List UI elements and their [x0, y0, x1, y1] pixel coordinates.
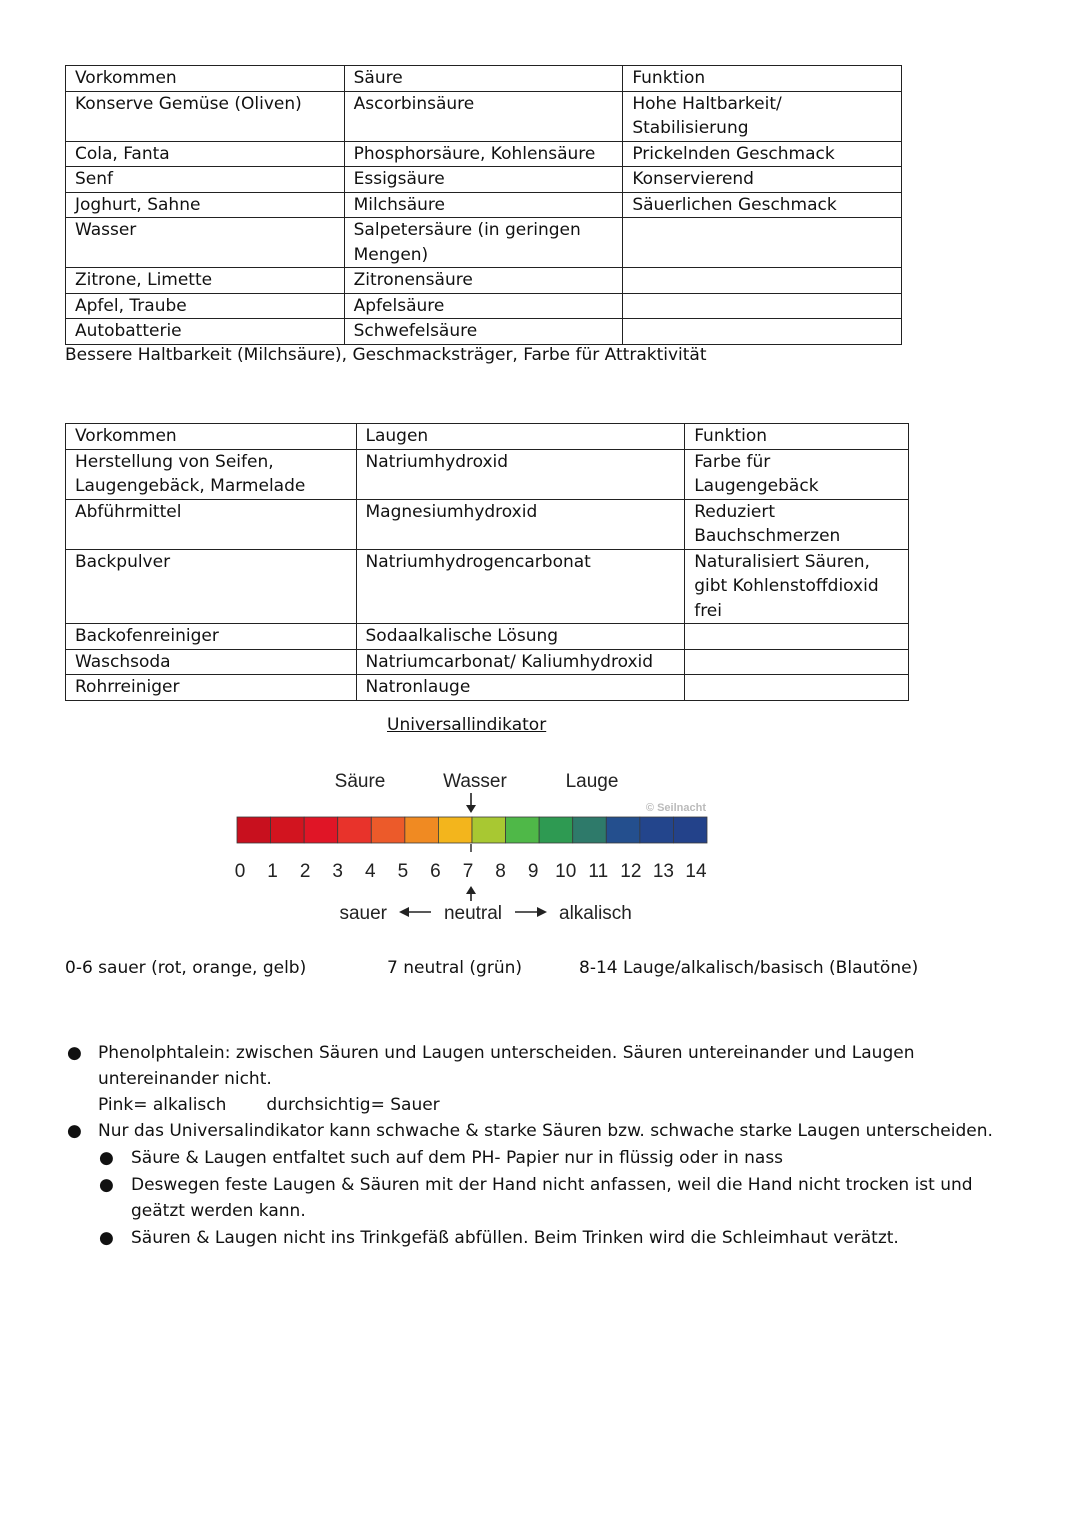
- base-table-header-row: [66, 424, 909, 450]
- table-cell: Hohe Haltbarkeit/ Stabilisierung: [623, 91, 902, 141]
- list-item: [60, 1172, 1010, 1224]
- table-row: [66, 624, 909, 650]
- list-item: [60, 1225, 1010, 1251]
- table-cell: Wasser: [66, 218, 345, 268]
- table-cell: Joghurt, Sahne: [66, 192, 345, 218]
- label-acid: Säure: [334, 771, 386, 792]
- arrow-down-icon: [466, 805, 476, 813]
- ph-scale-numbers: [235, 861, 707, 882]
- note-sub-1: Säure & Laugen entfaltet such auf dem PH- Papier nur in flüssig oder in nass: [131, 1148, 784, 1168]
- table-cell: Farbe für Laugengebäck: [685, 449, 909, 499]
- summary-acid: 0-6 sauer (rot, orange, gelb): [65, 958, 307, 978]
- ph-color-segment: [371, 817, 405, 843]
- table-cell: Zitrone, Limette: [66, 268, 345, 294]
- list-item: [60, 1040, 1010, 1118]
- table-cell: Senf: [66, 167, 345, 193]
- table-cell: Salpetersäure (in geringen Mengen): [344, 218, 623, 268]
- table-cell: [623, 319, 902, 345]
- bullet-icon: ●: [99, 1175, 114, 1195]
- ph-scale-number: 8: [495, 861, 506, 882]
- label-water: Wasser: [443, 771, 507, 792]
- ph-scale-number: 13: [652, 861, 674, 882]
- summary-neutral: 7 neutral (grün): [387, 958, 523, 978]
- table-cell: Säuerlichen Geschmack: [623, 192, 902, 218]
- table-row: [66, 499, 909, 549]
- table-row: [66, 91, 902, 141]
- ph-scale-number: 9: [527, 861, 539, 882]
- table-row: [66, 192, 902, 218]
- base-table: [65, 423, 909, 701]
- ph-scale-number: 10: [555, 861, 577, 882]
- note-universal-indicator: Nur das Universalindikator kann schwache & starke Säuren bzw. schwache starke Laugen unterscheiden.: [98, 1121, 993, 1141]
- list-item: [60, 1145, 1010, 1171]
- word-alkaline: alkalisch: [559, 903, 632, 924]
- ph-color-segment: [573, 817, 607, 843]
- table-cell: Rohrreiniger: [66, 675, 357, 701]
- arrow-left-icon: [399, 907, 409, 917]
- table-cell: Naturalisiert Säuren, gibt Kohlenstoffdioxid frei: [685, 549, 909, 624]
- label-base: Lauge: [565, 771, 619, 792]
- table-row: [66, 167, 902, 193]
- ph-scale-number: 11: [588, 861, 609, 882]
- bullet-icon: ●: [99, 1148, 114, 1168]
- ph-scale-number: 5: [397, 861, 409, 882]
- ph-color-segment: [472, 817, 506, 843]
- ph-color-bar: [237, 817, 707, 843]
- table-cell: Apfelsäure: [344, 293, 623, 319]
- table-cell: Schwefelsäure: [344, 319, 623, 345]
- note-sub-2: Deswegen feste Laugen & Säuren mit der Hand nicht anfassen, weil die Hand nicht trocken ist und geätzt werden kann.: [131, 1175, 973, 1221]
- ph-scale-figure: [225, 760, 725, 935]
- table-cell: Konserve Gemüse (Oliven): [66, 91, 345, 141]
- table-cell: Ascorbinsäure: [344, 91, 623, 141]
- bullet-icon: ●: [67, 1043, 82, 1063]
- ph-scale-number: 14: [685, 861, 707, 882]
- table-cell: Magnesiumhydroxid: [356, 499, 685, 549]
- table-cell: Konservierend: [623, 167, 902, 193]
- table-header-cell: Funktion: [623, 66, 902, 92]
- table-cell: [685, 675, 909, 701]
- table-cell: [623, 218, 902, 268]
- bullet-icon: ●: [67, 1121, 82, 1141]
- table-cell: Backpulver: [66, 549, 357, 624]
- note-clear: durchsichtig= Sauer: [266, 1095, 440, 1115]
- ph-scale-number: 6: [430, 861, 441, 882]
- ph-color-segment: [271, 817, 305, 843]
- table-cell: Zitronensäure: [344, 268, 623, 294]
- table-cell: Phosphorsäure, Kohlensäure: [344, 141, 623, 167]
- table-cell: Natriumhydroxid: [356, 449, 685, 499]
- table-cell: Milchsäure: [344, 192, 623, 218]
- table-cell: [623, 268, 902, 294]
- ph-color-segment: [506, 817, 540, 843]
- notes-list: [60, 1040, 1010, 1251]
- ph-color-segment: [606, 817, 640, 843]
- ph-scale-number: 7: [462, 861, 474, 882]
- table-header-cell: Säure: [344, 66, 623, 92]
- table-cell: Apfel, Traube: [66, 293, 345, 319]
- bullet-icon: ●: [99, 1228, 114, 1248]
- watermark: © Seilnacht: [645, 802, 706, 814]
- table-row: [66, 649, 909, 675]
- table-row: [66, 675, 909, 701]
- table-header-cell: Laugen: [356, 424, 685, 450]
- table-cell: Herstellung von Seifen, Laugengebäck, Marmelade: [66, 449, 357, 499]
- acid-table-note: Bessere Haltbarkeit (Milchsäure), Geschmacksträger, Farbe für Attraktivität: [65, 345, 707, 365]
- table-cell: [685, 624, 909, 650]
- list-item: [60, 1118, 1010, 1144]
- table-cell: Natriumcarbonat/ Kaliumhydroxid: [356, 649, 685, 675]
- ph-scale-number: 12: [620, 861, 642, 882]
- table-row: [66, 293, 902, 319]
- table-cell: Abführmittel: [66, 499, 357, 549]
- table-header-cell: Vorkommen: [66, 66, 345, 92]
- table-row: [66, 319, 902, 345]
- table-row: [66, 449, 909, 499]
- table-cell: Natriumhydrogencarbonat: [356, 549, 685, 624]
- table-header-cell: Funktion: [685, 424, 909, 450]
- word-sour: sauer: [339, 903, 387, 924]
- word-neutral: neutral: [443, 903, 503, 924]
- ph-scale-number: 3: [332, 861, 344, 882]
- table-cell: [685, 649, 909, 675]
- acid-table: [65, 65, 902, 345]
- note-pink: Pink= alkalisch: [98, 1095, 227, 1115]
- ph-color-segment: [438, 817, 472, 843]
- ph-color-segment: [304, 817, 338, 843]
- ph-color-segment: [673, 817, 707, 843]
- table-row: [66, 141, 902, 167]
- acid-table-header-row: [66, 66, 902, 92]
- table-header-cell: Vorkommen: [66, 424, 357, 450]
- ph-scale-number: 2: [299, 861, 311, 882]
- table-cell: Essigsäure: [344, 167, 623, 193]
- table-cell: Cola, Fanta: [66, 141, 345, 167]
- ph-scale-number: 1: [267, 861, 278, 882]
- arrow-right-icon: [537, 907, 547, 917]
- table-cell: Waschsoda: [66, 649, 357, 675]
- ph-color-segment: [640, 817, 674, 843]
- table-cell: [623, 293, 902, 319]
- table-row: [66, 549, 909, 624]
- table-cell: Backofenreiniger: [66, 624, 357, 650]
- table-cell: Prickelnden Geschmack: [623, 141, 902, 167]
- table-row: [66, 268, 902, 294]
- summary-base: 8-14 Lauge/alkalisch/basisch (Blautöne): [579, 958, 919, 978]
- ph-color-segment: [237, 817, 271, 843]
- ph-scale-number: 0: [234, 861, 246, 882]
- ph-color-segment: [338, 817, 372, 843]
- ph-color-segment: [539, 817, 573, 843]
- indicator-heading: Universallindikator: [387, 715, 547, 735]
- note-phenolphthalein: Phenolphtalein: zwischen Säuren und Laugen unterscheiden. Säuren untereinander und Laugen untereinander nicht.: [98, 1043, 915, 1089]
- table-cell: Sodaalkalische Lösung: [356, 624, 685, 650]
- table-cell: Reduziert Bauchschmerzen: [685, 499, 909, 549]
- note-sub-3: Säuren & Laugen nicht ins Trinkgefäß abfüllen. Beim Trinken wird die Schleimhaut verätzt.: [131, 1228, 899, 1248]
- table-cell: Natronlauge: [356, 675, 685, 701]
- ph-color-segment: [405, 817, 439, 843]
- table-row: [66, 218, 902, 268]
- table-cell: Autobatterie: [66, 319, 345, 345]
- ph-scale-number: 4: [364, 861, 376, 882]
